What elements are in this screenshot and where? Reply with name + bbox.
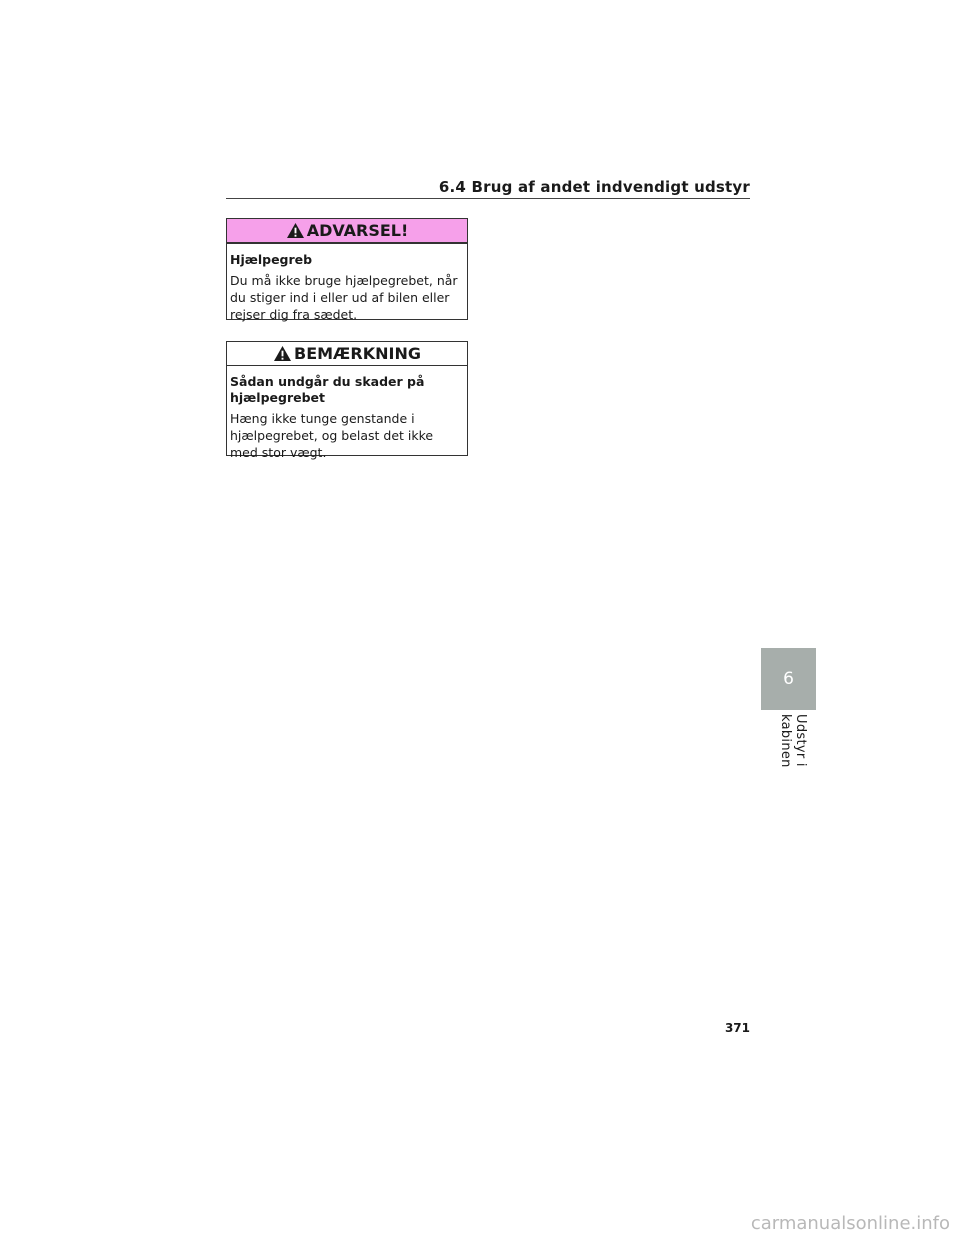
chapter-tab (761, 648, 816, 710)
alert-triangle-icon (273, 345, 292, 362)
notice-box (226, 341, 468, 460)
page-number: 371 (724, 1021, 750, 1035)
notice-body (227, 366, 467, 461)
warning-body (227, 244, 467, 323)
alert-triangle-icon (286, 222, 305, 239)
watermark: carmanualsonline.info (750, 1213, 950, 1234)
chapter-number: 6 (783, 669, 794, 689)
notice-header (227, 342, 467, 366)
notice-text: Hæng ikke tunge genstande i hjælpegrebet, og belast det ikke med stor vægt. (230, 411, 434, 460)
chapter-label: Udstyr i kabinen (778, 714, 808, 768)
warning-box (226, 218, 468, 320)
page-header-title: 6.4 Brug af andet indvendigt udstyr (438, 178, 750, 196)
warning-text: Du må ikke bruge hjælpegrebet, når du stiger ind i eller ud af bilen eller rejser dig fra sædet. (230, 273, 458, 322)
notice-subtitle: Sådan undgår du skader på hjælpegrebet (230, 374, 425, 405)
notice-title: BEMÆRKNING (294, 344, 421, 363)
warning-header (227, 219, 467, 244)
warning-title: ADVARSEL! (306, 221, 409, 240)
warning-subtitle: Hjælpegreb (230, 252, 313, 267)
header-rule (226, 198, 750, 199)
